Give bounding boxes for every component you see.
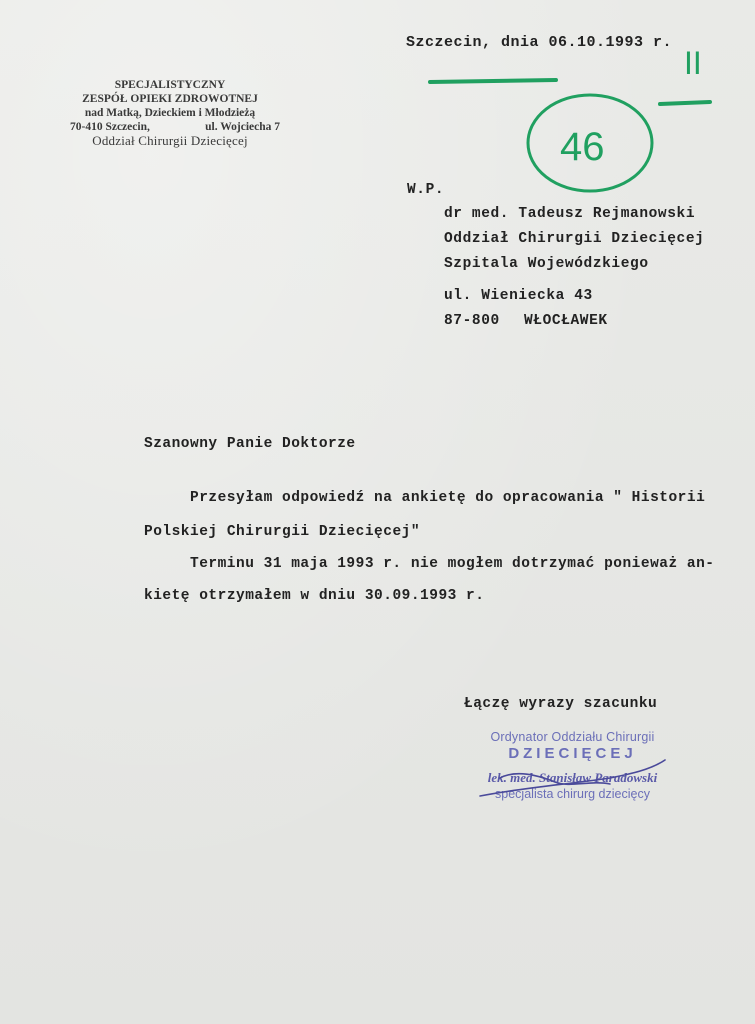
greeting: Szanowny Panie Doktorze [144,436,356,452]
letterhead-line3: nad Matką, Dzieckiem i Młodzieżą [84,107,256,119]
paragraph1-line1: Przesyłam odpowiedź na ankietę do opracowania " Historii [190,490,706,506]
paragraph1-line2: Polskiej Chirurgii Dziecięcej" [144,524,421,540]
date-line: Szczecin, dnia 06.10.1993 r. [406,34,673,51]
letterhead-street: ul. Wojciecha 7 [205,121,280,133]
annotation-roman-numeral: II [684,45,702,81]
recipient-department: Oddział Chirurgii Dziecięcej [444,231,705,247]
letterhead-line1: SPECJALISTYCZNY [114,79,226,91]
annotation-circled-number: 46 [560,125,605,169]
annotation-underline-left [430,80,556,82]
stamp-title: Ordynator Oddziału Chirurgii [490,730,655,744]
letterhead-department: Oddział Chirurgii Dziecięcej [92,133,248,148]
recipient-hospital: Szpitala Wojewódzkiego [444,256,649,272]
paragraph2-line2: kietę otrzymałem w dniu 30.09.1993 r. [144,588,485,604]
stamp-name: lek. med. Stanisław Paradowski [487,770,658,785]
annotation-underline-right [660,102,710,104]
closing: Łączę wyrazy szacunku [464,696,658,712]
letterhead-line2: ZESPÓŁ OPIEKI ZDROWOTNEJ [82,93,258,105]
recipient-postal-code: 87-800 [444,313,500,329]
recipient-city: WŁOCŁAWEK [524,313,608,329]
recipient-salutation: W.P. [407,182,445,198]
letterhead-city: 70-410 Szczecin, [70,121,150,133]
green-annotations [0,0,755,230]
paragraph2-line1: Terminu 31 maja 1993 r. nie mogłem dotrzymać ponieważ an- [190,556,715,572]
recipient-name: dr med. Tadeusz Rejmanowski [444,206,696,222]
recipient-street: ul. Wieniecka 43 [444,288,593,304]
stamp-department: DZIECIĘCEJ [508,745,637,762]
stamp-specialty: specjalista chirurg dziecięcy [495,787,650,801]
handwritten-signature [460,748,680,808]
